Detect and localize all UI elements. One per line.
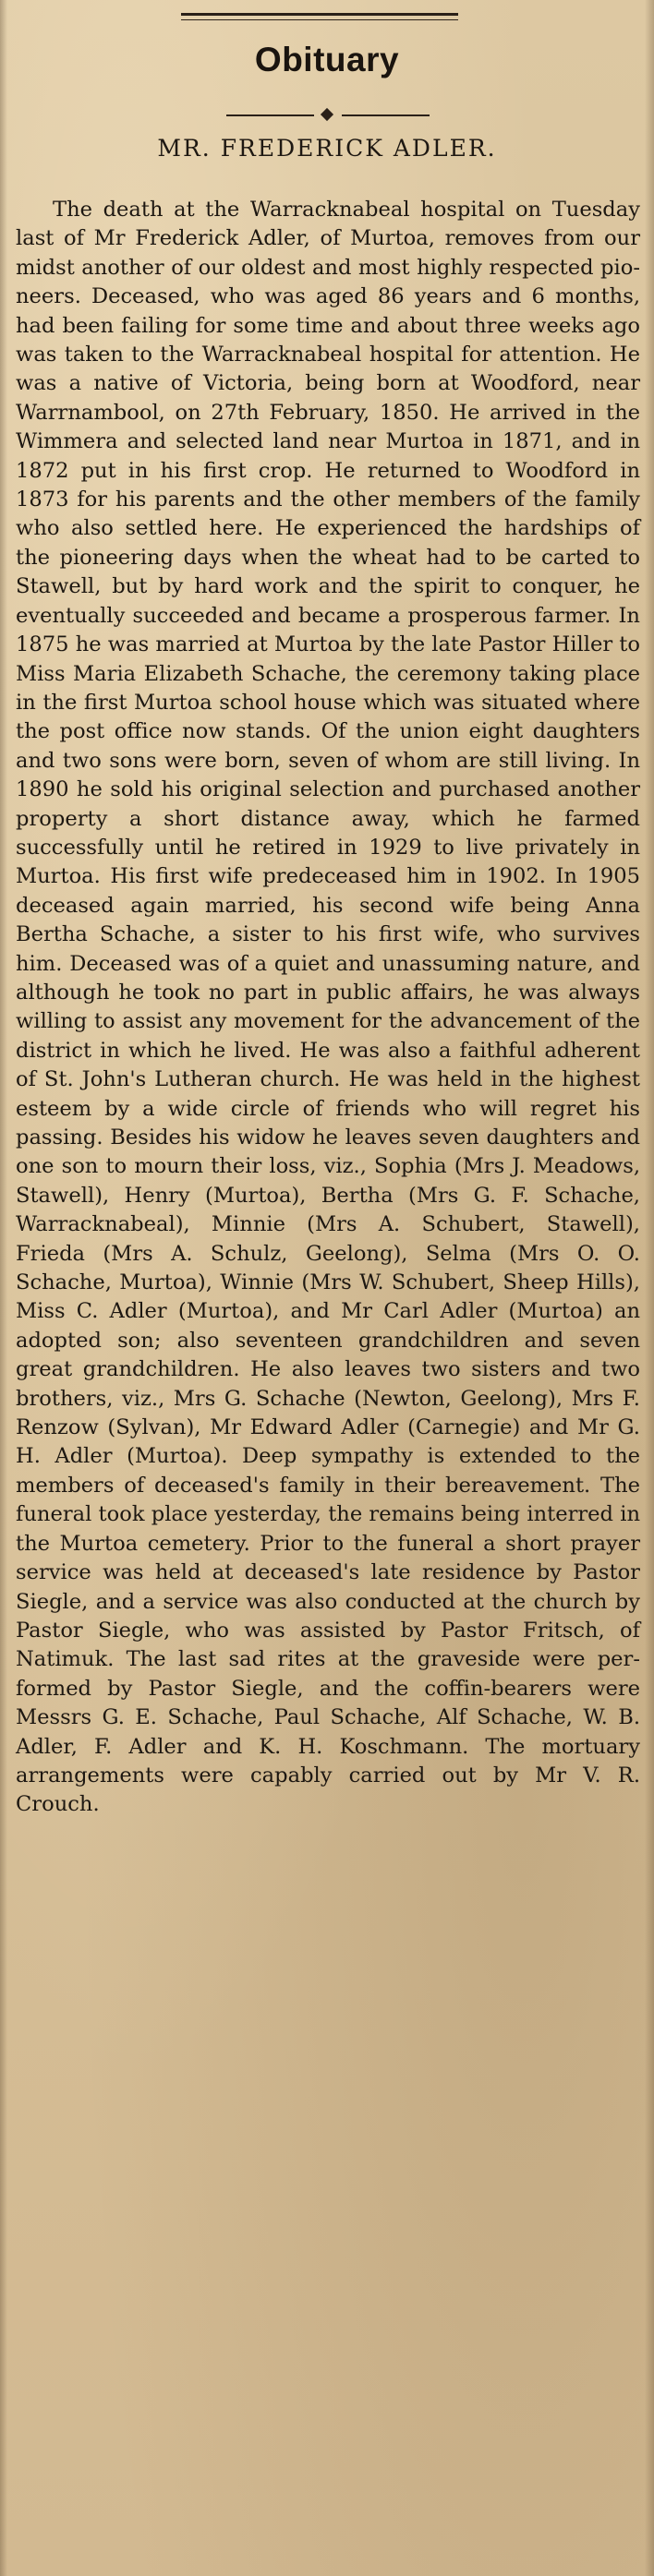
article-body: The death at the Warracknabeal hospital on Tuesday last of Mr Frederick Adler, of Murtoa, removes from our midst another of our oldest and most highly respected pioneers. Deceased, who was aged 86 years and 6 months, had been failing for some time and about three weeks ago was taken to the Warracknabeal hospital for attention. He was a native of Victoria, being born at Woodford, near Warrnambool, on 27th February, 1850. He arrived in the Wimmera and selected land near Murtoa in 1871, and in 1872 put in his first crop. He returned to Woodford in 1873 for his parents and the other members of the family who also settled here. He experienced the hardships of the pioneering days when the wheat had to be carted to Stawell, but by hard work and the spirit to conquer, he eventually succeeded and became a prosperous farmer. In 1875 he was married at Murtoa by the late Pastor Hiller to Miss Maria Elizabeth Schache, the ceremony taking place in the first Murtoa school house which was situated where the post office now stands. Of the union eight daughters and two sons were born, seven of whom are still living. In 1890 he sold his original selection and purchased another property a short distance away, which he farmed successfully until he retired in 1929 to live privately in Murtoa. His first wife predeceased him in 1902. In 1905 deceased again married, his second wife being Anna Bertha Schache, a sister to his first wife, who survives him. Deceased was of a quiet and unassuming nature, and although he took no part in public affairs, he was always willing to assist any movement for the advancement of the district in which he lived. He was also a faithful adherent of St. John's Lutheran church. He was held in the highest esteem by a wide circle of friends who will regret his passing. Besides his widow he leaves seven daughters and one son to mourn their loss, viz., Sophia (Mrs J. Meadows, Stawell), Henry (Murtoa), Bertha (Mrs G. F. Schache, Warracknabeal), Minnie (Mrs A. Schubert, Stawell), Frieda (Mrs A. Schulz, Geelong), Selma (Mrs O. O. Schache, Murtoa), Winnie (Mrs W. Schubert, Sheep Hills), Miss C. Adler (Murtoa), and Mr Carl Adler (Murtoa) an adopted son; also seventeen grandchildren and seven great grandchildren. He also leaves two sisters and two brothers, viz., Mrs G. Schache (Newton, Geelong), Mrs F. Renzow (Sylvan), Mr Edward Adler (Carnegie) and Mr G. H. Adler (Murtoa). Deep sympathy is extended to the members of deceased's family in their bereavement. The funeral took place yesterday, the remains being interred in the Murtoa cemetery. Prior to the funeral a short prayer service was held at deceased's late residence by Pastor Siegle, and a service was also conducted at the church by Pastor Siegle, who was assisted by Pastor Fritsch, of Natimuk. The last sad rites at the graveside were performed by Pastor Siegle, and the coffin-bearers were Messrs G. E. Schache, Paul Schache, Alf Schache, W. B. Adler, F. Adler and K. H. Koschmann. The mortuary arrangements were capably carried out by Mr V. R. Crouch. [16,198,640,1817]
diamond-icon [321,108,333,121]
top-rule-thin [181,19,458,20]
divider-line-right [342,114,430,116]
article-title: MR. FREDERICK ADLER. [157,135,497,162]
divider-line-left [226,114,314,116]
top-rule [181,13,458,16]
paper-edge-shadow-right [645,0,654,2576]
ornamental-divider [226,109,430,122]
section-heading: Obituary [254,41,400,78]
paper-edge-shadow-left [0,0,7,2576]
